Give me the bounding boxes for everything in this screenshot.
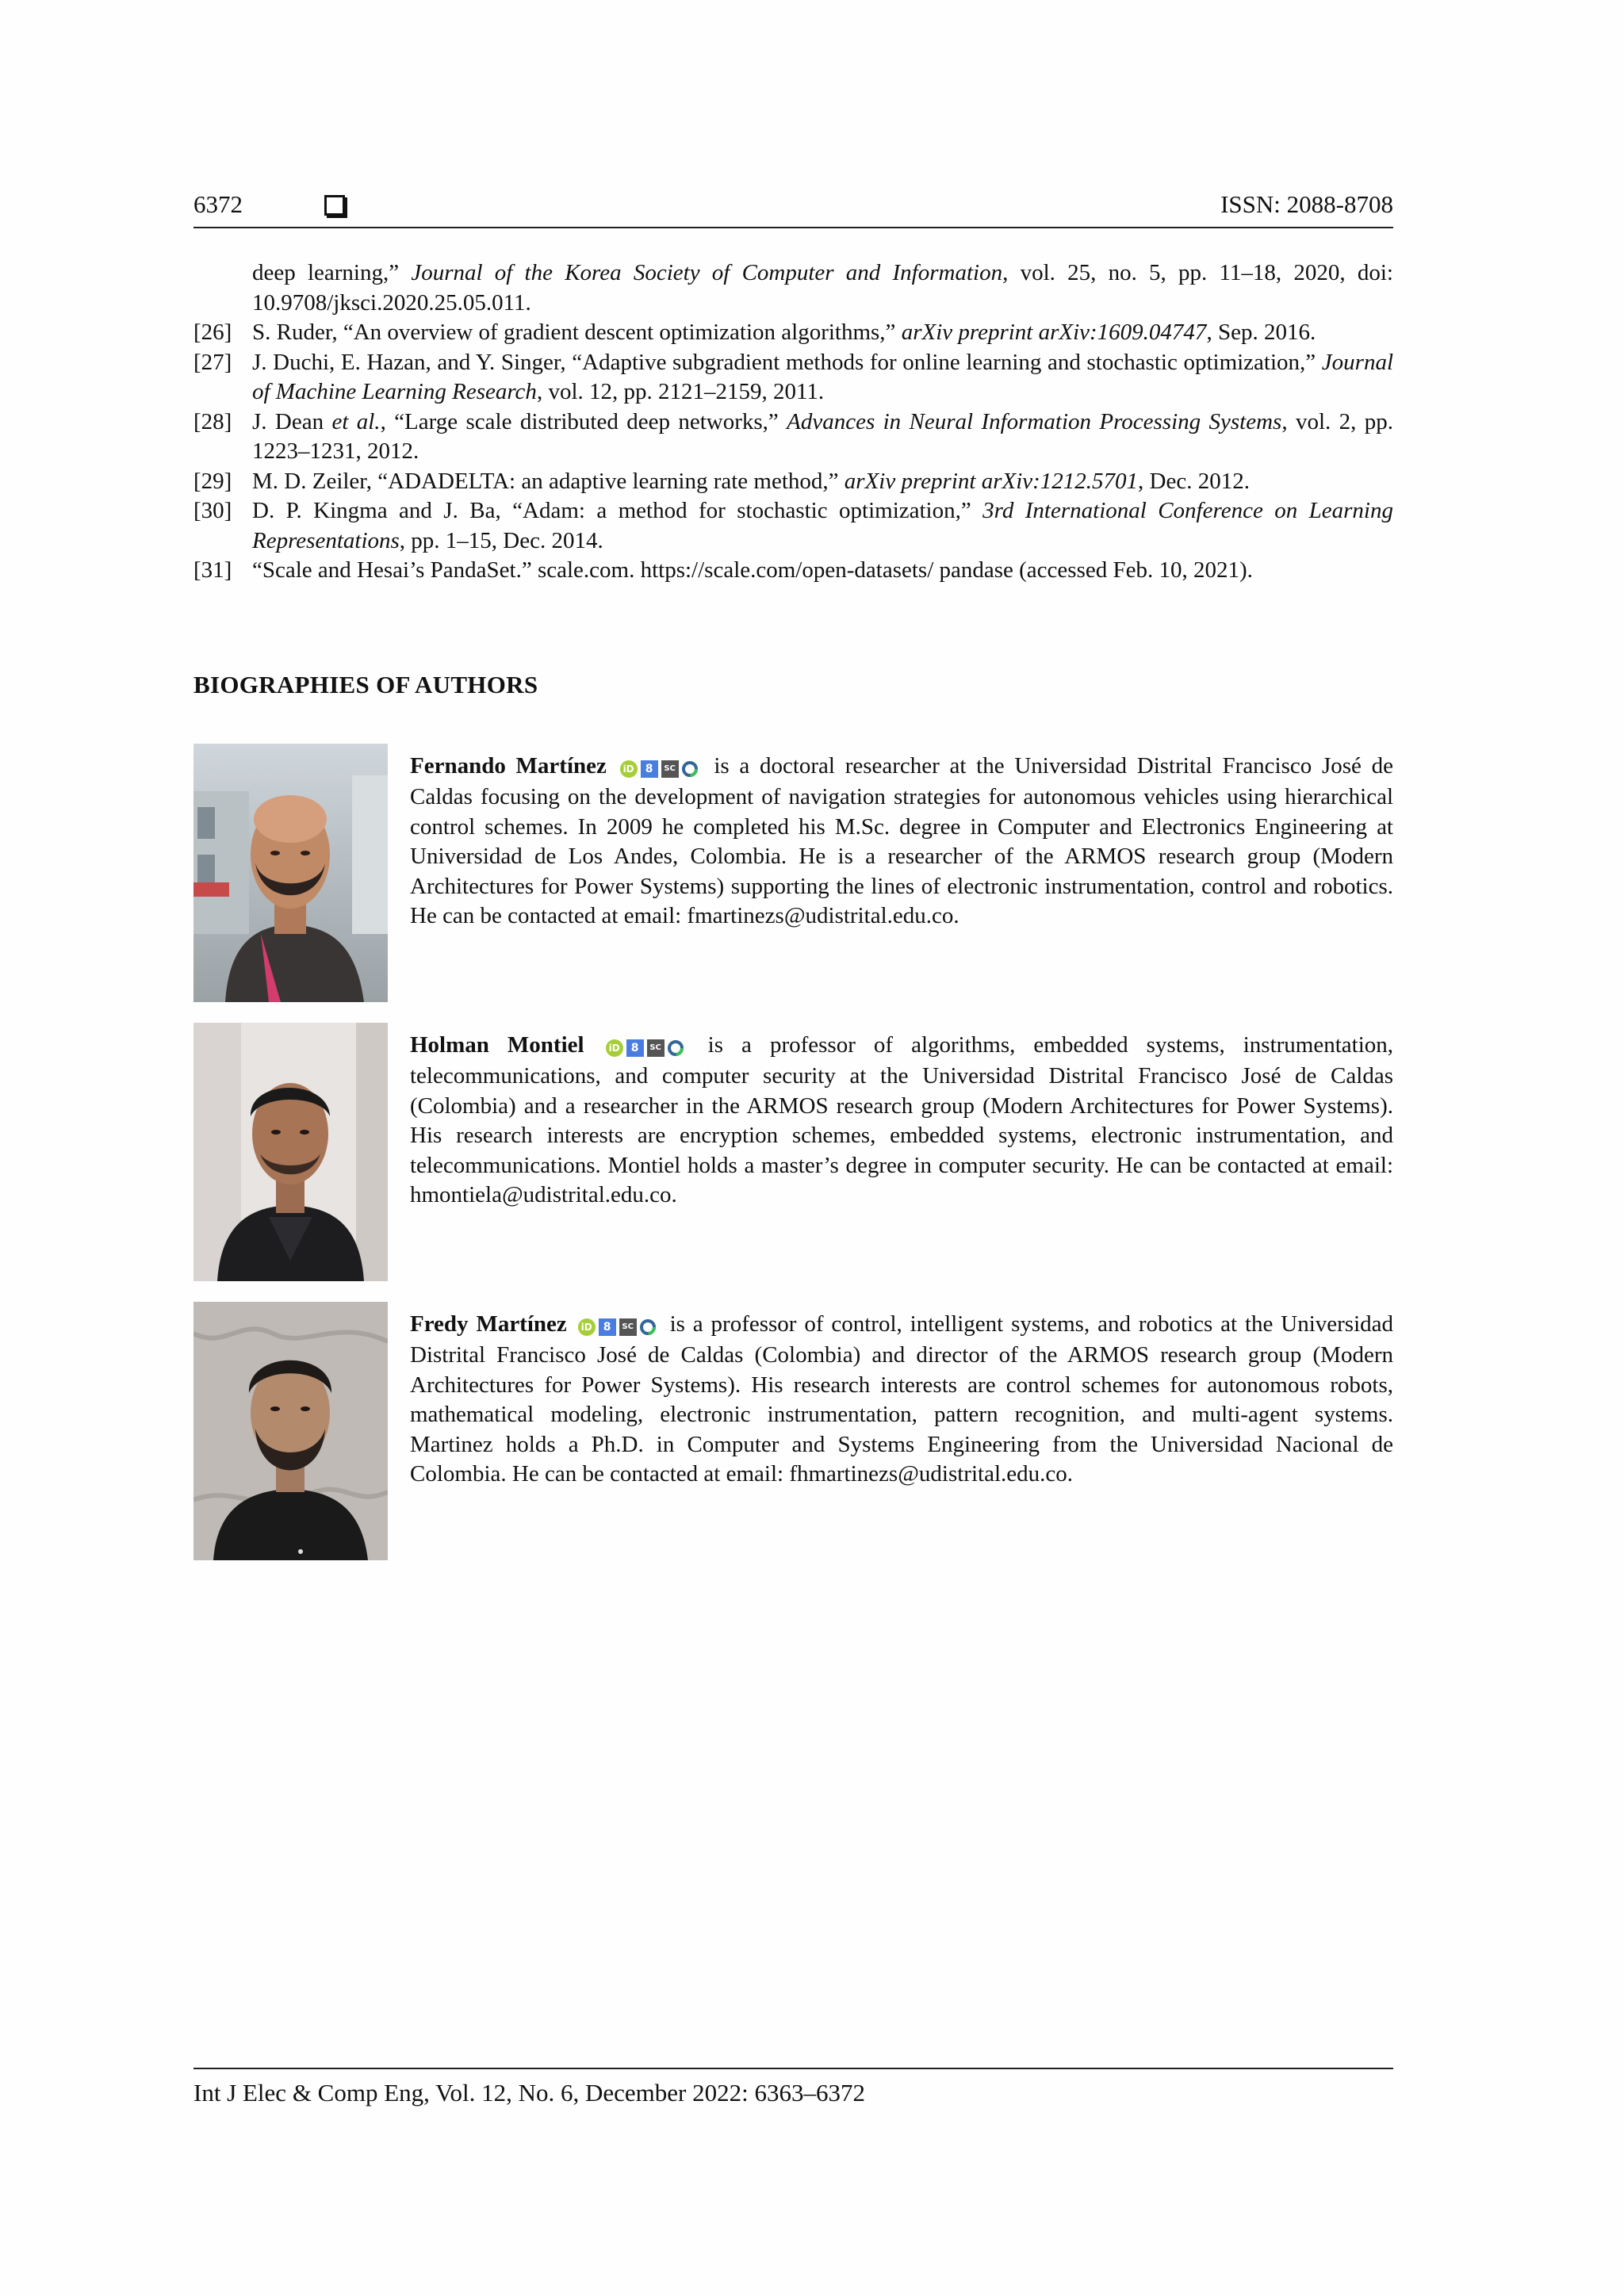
reference-number: [27] xyxy=(193,349,232,375)
reference-text: J. Dean xyxy=(252,408,332,434)
reference-list xyxy=(193,258,1393,586)
author-bio-text xyxy=(410,752,1393,932)
author-photo xyxy=(193,1302,388,1560)
author-name: Holman Montiel xyxy=(410,1032,584,1058)
reference-italic-text: Journal of the Korea Society of Computer and Information xyxy=(411,260,1003,285)
reference-italic-text: et al. xyxy=(331,408,381,434)
reference-text: M. D. Zeiler, “ADADELTA: an adaptive learning rate method,” xyxy=(252,468,845,494)
scopus-icon[interactable]: SC xyxy=(619,1318,637,1336)
author-profile-icons xyxy=(620,753,701,783)
author-profile-icons xyxy=(606,1032,687,1062)
reference-entry xyxy=(193,467,1393,497)
page-mark-icon xyxy=(324,195,345,216)
author-bio-body: is a doctoral researcher at the Universidad Distrital Francisco José de Caldas focusing on the development of navigation strategies for autonomous vehicles using hierarchical control schemes. In 2009 he completed his M.Sc. degree in Computer and Electronics Engineering at Universidad de Los Andes, Colombia. He is a researcher of the ARMOS research group (Modern Architectures for Power Systems) supporting the lines of electronic instrumentation, control and robotics. He can be contacted at email: fmartinezs@udistrital.edu.co. xyxy=(410,753,1394,929)
author-name: Fredy Martínez xyxy=(410,1311,567,1337)
reference-text: , vol. 25, no. 5, pp. 11–18, 2020, doi: 10.9708/jksci.2020.25.05.011. xyxy=(252,260,1393,316)
reference-entry xyxy=(193,348,1393,408)
author-bio-body: is a professor of algorithms, embedded systems, instrumentation, telecommunications, and computer security at the Universidad Distrital Francisco José de Caldas (Colombia) and a researcher in the ARMOS research group (Modern Architectures for Power Systems). His research interests are encryption schemes, embedded systems, electronic instrumentation, and telecommunications. Montiel holds a master’s degree in computer security. He can be contacted at email: hmontiela@udistrital.edu.co. xyxy=(410,1032,1394,1208)
google-scholar-icon[interactable]: 8 xyxy=(641,760,658,778)
reference-number: [26] xyxy=(193,320,232,345)
reference-text: , vol. 2, pp. 1223–1231, 2012. xyxy=(252,408,1393,464)
reference-text: “Scale and Hesai’s PandaSet.” scale.com. https://scale.com/open-datasets/ pandase (accessed Feb. 10, 2021). xyxy=(252,557,1253,583)
reference-text: S. Ruder, “An overview of gradient descent optimization algorithms,” xyxy=(252,320,902,345)
author-photo xyxy=(193,744,388,1002)
scopus-icon[interactable]: SC xyxy=(647,1039,665,1057)
reference-entry xyxy=(193,408,1393,467)
publons-icon[interactable] xyxy=(640,1319,656,1335)
reference-number: [28] xyxy=(193,408,232,434)
reference-text: , vol. 12, pp. 2121–2159, 2011. xyxy=(536,379,825,404)
reference-text: deep learning,” xyxy=(252,260,412,285)
reference-italic-text: Journal of Machine Learning Research xyxy=(252,349,1393,404)
scopus-icon[interactable]: SC xyxy=(661,760,679,778)
reference-text: D. P. Kingma and J. Ba, “Adam: a method for stochastic optimization,” xyxy=(252,498,983,523)
author-profile-icons xyxy=(578,1311,659,1341)
reference-italic-text: arXiv preprint arXiv:1212.5701 xyxy=(844,468,1139,494)
orcid-icon[interactable]: iD xyxy=(606,1039,623,1057)
page-header xyxy=(193,190,1393,228)
reference-entry xyxy=(193,496,1393,556)
author-bio-text xyxy=(410,1031,1393,1211)
reference-entry xyxy=(193,556,1393,586)
google-scholar-icon[interactable]: 8 xyxy=(599,1318,616,1336)
author-photo xyxy=(193,1023,388,1281)
reference-text: , pp. 1–15, Dec. 2014. xyxy=(399,527,603,553)
reference-text: , “Large scale distributed deep networks,” xyxy=(380,408,787,434)
page-number: 6372 xyxy=(193,190,243,218)
reference-text: , Dec. 2012. xyxy=(1138,468,1250,494)
reference-entry xyxy=(193,258,1393,318)
orcid-icon[interactable]: iD xyxy=(620,760,638,778)
reference-text: J. Duchi, E. Hazan, and Y. Singer, “Adaptive subgradient methods for online learning and stochastic optimization,” xyxy=(252,349,1322,375)
reference-italic-text: 3rd International Conference on Learning Representations xyxy=(252,498,1393,553)
publons-icon[interactable] xyxy=(668,1040,684,1056)
page-footer xyxy=(193,2068,1393,2107)
issn: ISSN: 2088-8708 xyxy=(1220,190,1393,218)
reference-number: [31] xyxy=(193,557,232,583)
footer-citation: Int J Elec & Comp Eng, Vol. 12, No. 6, December 2022: 6363–6372 xyxy=(193,2079,865,2107)
reference-italic-text: Advances in Neural Information Processing Systems xyxy=(787,408,1282,434)
reference-number: [30] xyxy=(193,498,232,523)
author-bio-body: is a professor of control, intelligent systems, and robotics at the Universidad Distrital Francisco José de Caldas (Colombia) and director of the ARMOS research group (Modern Architectures for Power Systems). His research interests are control schemes for autonomous robots, mathematical modeling, electronic instrumentation, pattern recognition, and multi-agent systems. Martinez holds a Ph.D. in Computer and Systems Engineering from the Universidad Nacional de Colombia. He can be contacted at email: fhmartinezs@udistrital.edu.co. xyxy=(410,1311,1394,1487)
publons-icon[interactable] xyxy=(682,761,698,777)
google-scholar-icon[interactable]: 8 xyxy=(626,1039,644,1057)
reference-number: [29] xyxy=(193,468,232,494)
author-name: Fernando Martínez xyxy=(410,753,607,779)
reference-entry xyxy=(193,318,1393,348)
reference-italic-text: arXiv preprint arXiv:1609.04747 xyxy=(901,320,1207,345)
reference-text: , Sep. 2016. xyxy=(1206,320,1316,345)
orcid-icon[interactable]: iD xyxy=(578,1318,596,1336)
author-bio-text xyxy=(410,1310,1393,1490)
section-title: BIOGRAPHIES OF AUTHORS xyxy=(193,671,538,698)
